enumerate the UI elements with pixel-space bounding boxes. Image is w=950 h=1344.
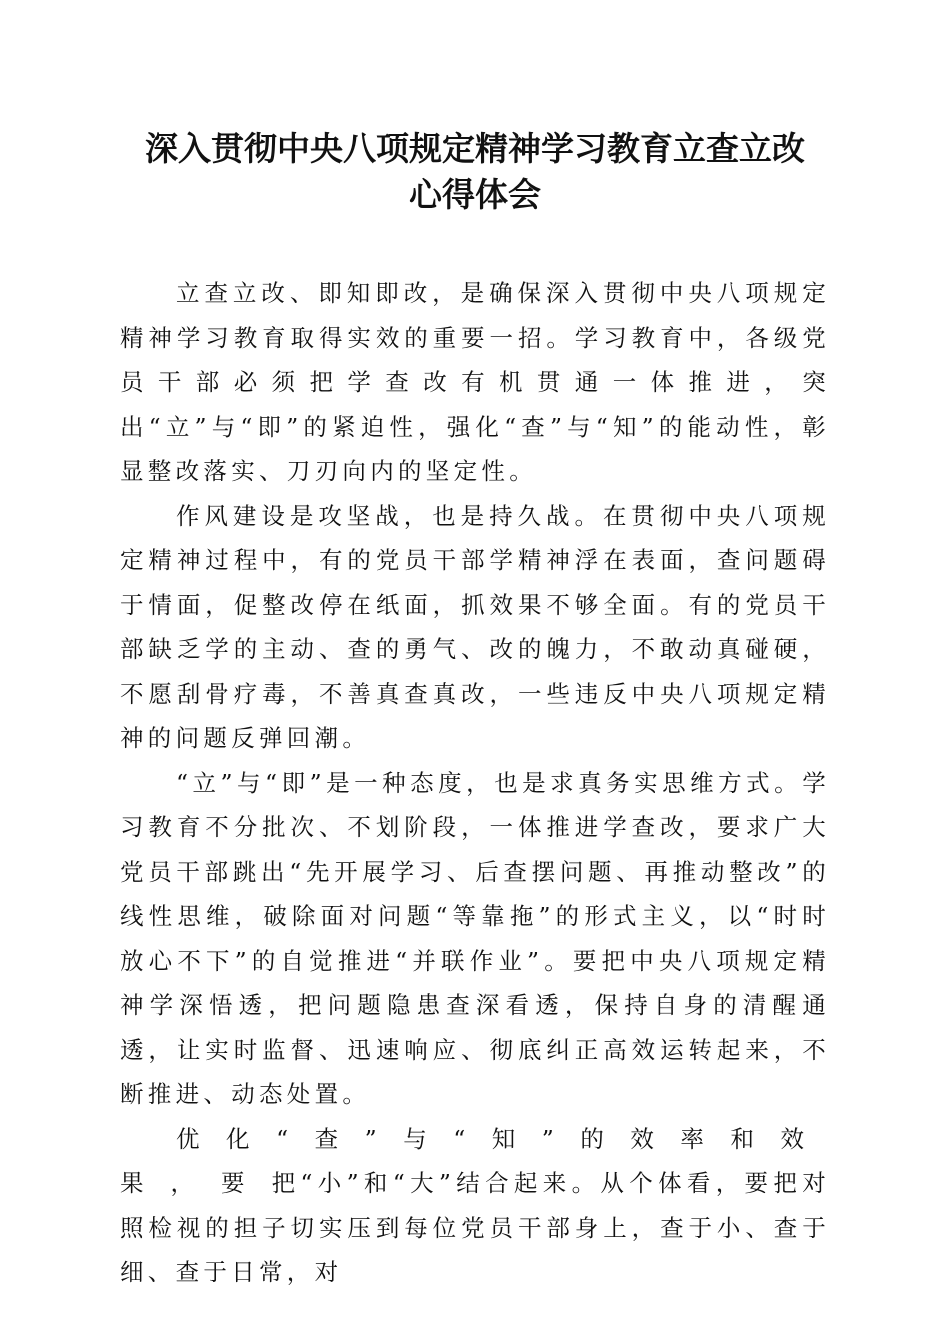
title-line-1: 深入贯彻中央八项规定精神学习教育立查立改: [145, 129, 805, 168]
paragraph-2: 作风建设是攻坚战，也是持久战。在贯彻中央八项规定精神过程中，有的党员干部学精神浮在表面，查问题碍于情面，促整改停在纸面，抓效果不够全面。有的党员干部缺乏学的主动、查的勇气、改的魄力，不敢动真碰硬，不愿刮骨疗毒，不善真查真改，一些违反中央八项规定精神的问题反弹回潮。: [120, 501, 830, 752]
title-line-2: 心得体会: [409, 175, 541, 214]
document-body: [120, 271, 830, 1295]
paragraph-4-first-line: 优化“查”与“知”的效率和效果，要: [120, 1124, 830, 1197]
paragraph-3: “立”与“即”是一种态度，也是求真务实思维方式。学习教育不分批次、不划阶段，一体推进学查改，要求广大党员干部跳出“先开展学习、后查摆问题、再推动整改”的线性思维，破除面对问题“等靠拖”的形式主义，以“时时放心不下”的自觉推进“并联作业”。要把中央八项规定精神学深悟透，把问题隐患查深看透，保持自身的清醒通透，让实时监督、迅速响应、彻底纠正高效运转起来，不断推进、动态处置。: [120, 768, 830, 1108]
paragraph-4-rest: 把“小”和“大”结合起来。从个体看，要把对照检视的担子切实压到每位党员干部身上，查于小、查于细、查于日常，对: [120, 1169, 831, 1286]
paragraph-1: 立查立改、即知即改，是确保深入贯彻中央八项规定精神学习教育取得实效的重要一招。学习教育中，各级党员干部必须把学查改有机贯通一体推进，突出“立”与“即”的紧迫性，强化“查”与“知”的能动性，彰显整改落实、刀刃向内的坚定性。: [120, 279, 830, 485]
document-title: [120, 126, 830, 218]
paragraph-4: [120, 1117, 830, 1295]
